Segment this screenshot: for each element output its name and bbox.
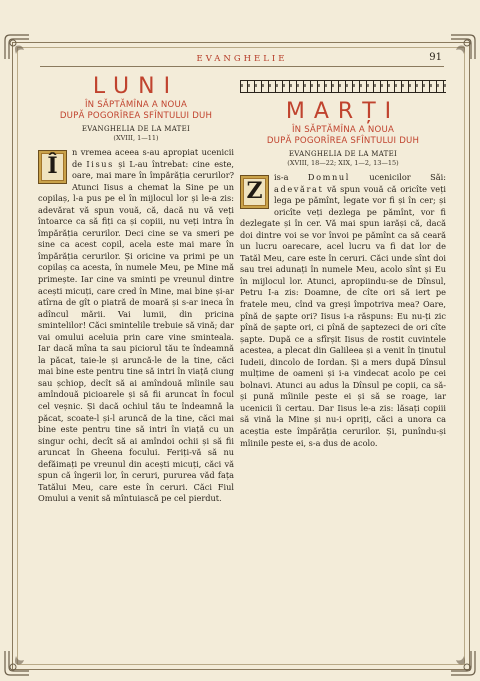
scripture-reference: (XVIII, 18—22; XIX, 1—2, 13—15): [287, 159, 399, 167]
section-title-marti: MARȚI: [285, 99, 401, 124]
section-subtitle: ÎN SĂPTĂMÎNA A NOUA: [291, 125, 395, 135]
drop-cap: [240, 175, 269, 209]
corner-ornament-icon: [448, 32, 478, 62]
page-header: [40, 52, 444, 66]
emphasis-word: adevărat: [274, 183, 324, 194]
drop-cap-letter: Z: [243, 178, 266, 206]
gospel-text-body: și L-au întrebat: cine este, oare, mai mare în împărăția cerurilor? Atunci Iisus a chemat la Sine pe un copilaș, l-a pus pe el în mijlocul lor și le-a zis: adevărat vă spun vouă, că, dacă nu vă veți întoarce ca să fiți ca și copiii, nu veți intra în împărăția cerurilor. Deci cine se va smeri pe sine ca acest copil, acela este mai mare în împărăția cerurilor. Și oricine va primi pe un copilaș ca acesta, în numele Meu, pe Mine mă primește. Iar cine va sminti pe vreunul dintre acești micuți, care cred în Mine, mai bine și-ar atîrna de gît o piatră de moară și s-ar ineca în adîncul mării. Vai lumii, din pricina smintelilor! Căci smintelile trebuie să vină; dar vai omului aceluia prin care vine sminteala. Iar dacă mîna ta sau piciorul tău te îndeamnă la păcat, taie-le și aruncă-le de la tine, căci mai bine este pentru tine să intri în viață ciung sau șchiop, decît să ai amîndouă mîinile sau amîndouă picioarele și să fii aruncat în focul cel veșnic. Și dacă ochiul tău te îndeamnă la păcat, scoate-l și-l aruncă de la tine, căci mai bine este pentru tine să intri în viață cu un singur ochi, decît să ai amîndoi ochii și să fii aruncat în Gheena focului. Feriți-vă să nu defăimați pe vreunul din acești micuți, căci vă spun că îngerii lor, în ceruri, pururea văd fața Tatălui Meu, care este în ceruri. Căci Fiul Omului a venit să mîntuiască pe cel pierdut.: [38, 158, 234, 504]
column-left: [38, 74, 234, 505]
gospel-source: EVANGHELIA DE LA MATEI: [81, 125, 191, 133]
section-marti: [240, 76, 446, 449]
gospel-text-body: vă spun vouă că oricîte veți lega pe pămînt, legate vor fi și în cer; și oricîte veți dezlega pe pămînt, vor fi dezlegate și în cer. Vă mai spun iarăși că, dacă doi dintre voi se vor învoi pe pămînt ca să ceară un lucru oarecare, acel lucru va fi dat lor de Tatăl Meu, care este în ceruri. Căci unde sînt doi sau trei adunați în numele Meu, acolo sînt și Eu în mijlocul lor. Atunci, apropiindu-se de Dînsul, Petru I-a zis: Doamne, de cîte ori să iert pe fratele meu, cînd va greși împotriva mea? Oare, pînă de șapte ori? Iisus i-a răspuns: Eu nu-ți zic pînă de șapte ori, ci pînă de șaptezeci de ori cîte șapte. După ce a sfîrșit Iisus de rostit cuvintele acestea, a plecat din Galileea și a venit în ținutul Iudeii, dincolo de Iordan. Și a mers după Dînsul mulțime de oameni și i-a vindecat acolo pe cei bolnavi. Atunci au adus la Dînsul pe copii, ca să-și pună mîinile peste ei și să se roage, iar ucenicii îi certau. Dar Iisus le-a zis: lăsați copiii să vină la Mine și nu-i opriți, căci a unora ca aceștia este împărăția cerurilor. Și, punîndu-și mîinile peste ei, s-a dus de acolo.: [240, 183, 446, 448]
section-subtitle: DUPĂ POGORÎREA SFÎNTULUI DUH: [266, 135, 420, 146]
section-title-luni: LUNI: [92, 74, 180, 99]
gospel-text-mid: ucenicilor Săi:: [349, 172, 446, 182]
gospel-text-intro: is-a: [274, 172, 308, 182]
divine-name: Domnul: [307, 172, 350, 182]
section-subtitle: DUPĂ POGORÎREA SFÎNTULUI DUH: [59, 110, 213, 121]
scripture-reference: (XVIII, 1—11): [113, 134, 159, 142]
gospel-source: EVANGHELIA DE LA MATEI: [288, 150, 398, 158]
corner-ornament-icon: [2, 648, 32, 678]
header-rule: [40, 66, 444, 67]
ornament-band: [240, 80, 446, 93]
corner-ornament-icon: [448, 648, 478, 678]
gospel-text: [38, 147, 234, 505]
gospel-text: [240, 172, 446, 449]
drop-cap: [38, 150, 67, 184]
gospel-text-intro: n vremea aceea s-au apropiat ucenicii de: [72, 147, 234, 169]
drop-cap-letter: Î: [41, 153, 64, 181]
divine-name: Iisus: [86, 158, 114, 169]
page-number: 91: [429, 52, 442, 63]
section-subtitle: ÎN SĂPTĂMÎNA A NOUA: [84, 100, 188, 110]
running-head: EVANGHELIE: [196, 54, 288, 64]
corner-ornament-icon: [2, 32, 32, 62]
